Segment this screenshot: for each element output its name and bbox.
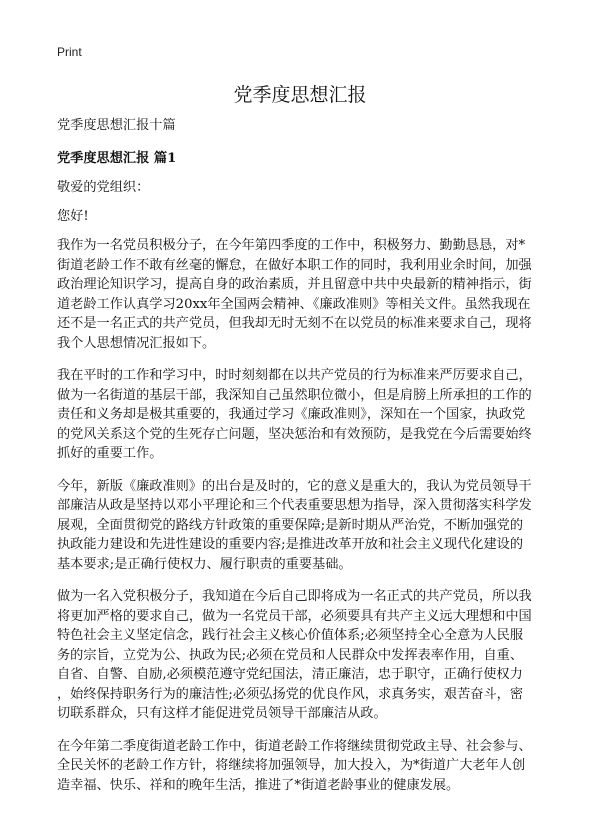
document-body [57, 116, 547, 808]
paragraph-line: 责任和义务却是极其重要的，我通过学习《廉政准则》，深知在一个国家，执政党 [57, 407, 526, 422]
paragraph-line: 我在平时的工作和学习中，时时刻刻都在以共产党员的行为标准来严厉要求自己， [57, 368, 532, 383]
paragraph-5 [57, 737, 547, 796]
paragraph-line: 道老龄工作认真学习20xx年全国两会精神、《廉政准则》等相关文件。虽然我现在 [57, 296, 531, 312]
paragraph-line: 全民关怀的老龄工作方针，将继续将加强领导，加大投入，为*街道广大老年人创 [57, 758, 526, 773]
paragraph-2 [57, 366, 547, 464]
paragraph-line: 政治理论知识学习，提高自身的政治素质，并且留意中共中央最新的精神指示，街 [57, 277, 532, 292]
paragraph-line: 切联系群众，只有这样才能促进党员领导干部廉洁从政。 [57, 706, 387, 721]
paragraph-line: 展观，全面贯彻党的路线方针政策的重要保障;是新时期从严治党，不断加强党的 [57, 517, 524, 533]
salutation: 敬爱的党组织： [57, 180, 150, 195]
paragraph-line: 将更加严格的要求自己，做为一名党员干部，必须要具有共产主义远大理想和中国 [57, 608, 532, 624]
greeting: 您好! [57, 208, 89, 224]
paragraph-line: 还不是一名正式的共产党员，但我却无时无刻不在以党员的标准来要求自己，现将 [57, 316, 532, 331]
paragraph-line: 造幸福、快乐、祥和的晚年生活，推进了*街道老龄事业的健康发展。 [57, 777, 460, 793]
paragraph-line: 我作为一名党员积极分子，在今年第四季度的工作中，积极努力、勤勤恳恳，对* [57, 238, 526, 253]
paragraph-4 [57, 587, 547, 724]
paragraph-1 [57, 236, 547, 353]
document-subtitle: 党季度思想汇报十篇 [57, 118, 176, 133]
paragraph-line: ，始终保持职务行为的廉洁性;必须弘扬党的优良作风，求真务实，艰苦奋斗，密 [57, 686, 524, 702]
paragraph-line: 特色社会主义坚定信念，践行社会主义核心价值体系;必须坚持全心全意为人民服 [57, 628, 524, 643]
paragraph-line: 的党风关系这个党的生死存亡问题，坚决惩治和有效预防，是我党在今后需要始终 [57, 426, 532, 442]
section-heading: 党季度思想汇报 篇1 [57, 150, 177, 166]
paragraph-line: 街道老龄工作不敢有丝毫的懈怠，在做好本职工作的同时，我利用业余时间，加强 [57, 257, 532, 273]
paragraph-line: 自省、自警、自励,必须模范遵守党纪国法，清正廉洁，忠于职守，正确行使权力 [57, 667, 523, 682]
paragraph-line: 在今年第二季度街道老龄工作中，街道老龄工作将继续贯彻党政主导、社会参与、 [57, 738, 532, 754]
paragraph-3 [57, 477, 547, 575]
paragraph-line: 做为一名入党积极分子，我知道在今后自己即将成为一名正式的共产党员，所以我 [57, 589, 532, 604]
paragraph-line: 今年，新版《廉政准则》的出台是及时的，它的意义是重大的，我认为党员领导干 [57, 478, 532, 494]
paragraph-line: 基本要求;是正确行使权力、履行职责的重要基础。 [57, 556, 352, 572]
paragraph-line: 部廉洁从政是坚持以邓小平理论和三个代表重要思想为指导，深入贯彻落实科学发 [57, 498, 532, 513]
paragraph-line: 执政能力建设和先进性建设的重要内容;是推进改革开放和社会主义现代化建设的 [57, 537, 524, 552]
print-label[interactable]: Print [57, 45, 82, 59]
paragraph-line: 务的宗旨，立党为公、执政为民;必须在党员和人民群众中发挥表率作用，自重、 [57, 647, 524, 663]
paragraph-line: 抓好的重要工作。 [57, 446, 163, 461]
paragraph-line: 做为一名街道的基层干部，我深知自己虽然职位微小，但是肩膀上所承担的工作的 [57, 387, 532, 403]
page-title: 党季度思想汇报 [233, 84, 367, 106]
paragraph-line: 我个人思想情况汇报如下。 [57, 335, 216, 351]
